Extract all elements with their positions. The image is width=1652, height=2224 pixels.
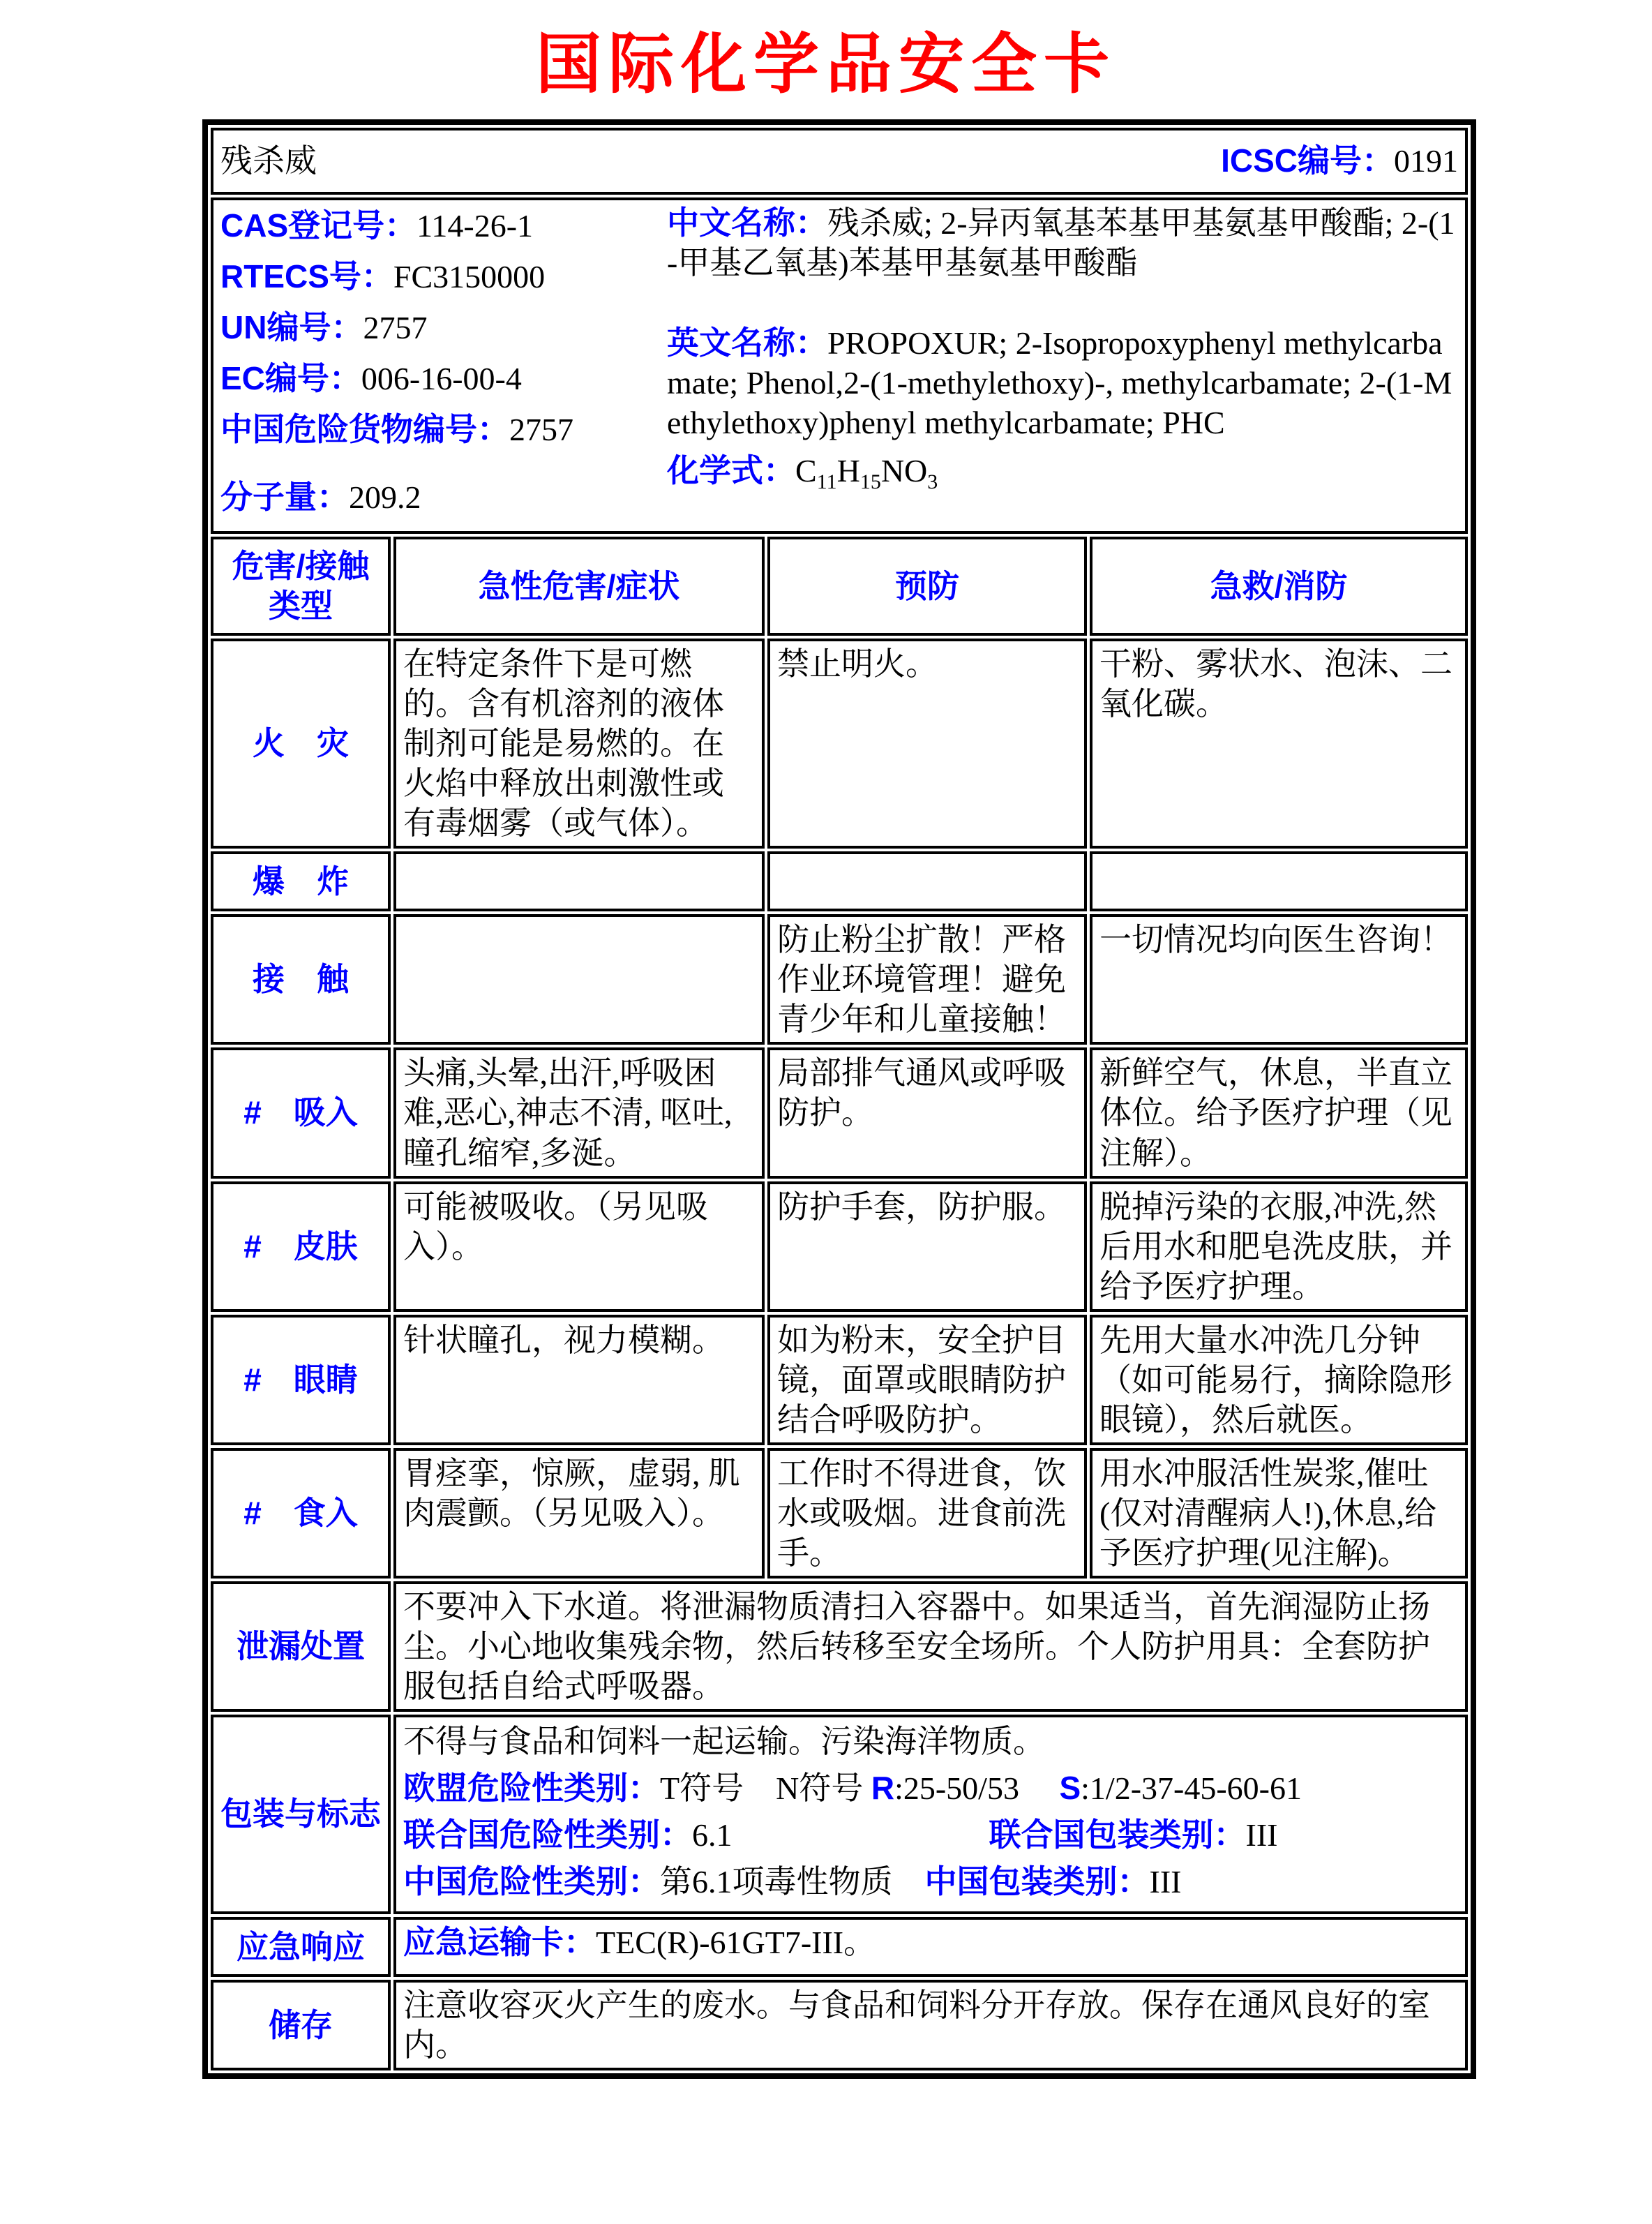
chinese-name: 中文名称：残杀威; 2-异丙氧基苯基甲基氨基甲酸酯; 2-(1-甲基乙氧基)苯基甲基氨基甲酸酯 bbox=[667, 204, 1455, 281]
table-row-storage bbox=[211, 1980, 1468, 2070]
fire-first-aid: 干粉、雾状水、泡沫、二氧化碳。 bbox=[1090, 639, 1468, 849]
row-label-skin: # 皮肤 bbox=[211, 1181, 391, 1312]
packaging-china-class: 中国危险性类别：第6.1项毒性物质 中国包装类别：III bbox=[403, 1863, 1182, 1900]
row-label-spill: 泄漏处置 bbox=[211, 1581, 391, 1712]
spill-text: 不要冲入下水道。将泄漏物质清扫入容器中。如果适当，首先润湿防止扬尘。小心地收集残余物，然后转移至安全场所。个人防护用具：全套防护服包括自给式呼吸器。 bbox=[393, 1581, 1468, 1712]
ec-number: EC编号：006-16-00-4 bbox=[220, 360, 522, 397]
row-label-ingestion: # 食入 bbox=[211, 1448, 391, 1579]
name-cell bbox=[211, 128, 1468, 195]
row-label-packaging: 包装与标志 bbox=[211, 1715, 391, 1914]
row-label-storage: 储存 bbox=[211, 1980, 391, 2070]
page-title: 国际化学品安全卡 bbox=[535, 27, 1116, 100]
un-number: UN编号：2757 bbox=[220, 309, 428, 346]
row-label-explosion: 爆 炸 bbox=[211, 851, 391, 911]
table-row-skin bbox=[211, 1181, 1468, 1312]
eyes-symptoms: 针状瞳孔，视力模糊。 bbox=[393, 1315, 765, 1445]
row-label-eyes: # 眼睛 bbox=[211, 1315, 391, 1445]
english-name: 英文名称：PROPOXUR; 2-Isopropoxyphenyl methylcarbamate; Phenol,2-(1-methylethoxy)-, methylcarbamate; 2-(1-Methylethoxy)phenyl methylcarbamate; PHC bbox=[667, 324, 1452, 441]
table-row-eyes bbox=[211, 1315, 1468, 1445]
table-row-spill bbox=[211, 1581, 1468, 1712]
row-label-emergency: 应急响应 bbox=[211, 1917, 391, 1977]
ingestion-prevention: 工作时不得进食，饮水或吸烟。进食前洗手。 bbox=[767, 1448, 1087, 1579]
icsc-number bbox=[1221, 141, 1458, 181]
table-row-packaging bbox=[211, 1715, 1468, 1914]
header-prevention: 预防 bbox=[767, 537, 1087, 636]
table-row-ingestion bbox=[211, 1448, 1468, 1579]
safety-card-table bbox=[202, 119, 1476, 2079]
identifiers-cell bbox=[211, 197, 1468, 534]
header-first-aid: 急救/消防 bbox=[1090, 537, 1468, 636]
molecular-weight: 分子量：209.2 bbox=[220, 479, 421, 516]
eyes-prevention: 如为粉末，安全护目镜，面罩或眼睛防护结合呼吸防护。 bbox=[767, 1315, 1087, 1445]
inhalation-first-aid: 新鲜空气，休息，半直立体位。给予医疗护理（见注解）。 bbox=[1090, 1047, 1468, 1178]
row-label-fire: 火 灾 bbox=[211, 639, 391, 849]
fire-symptoms: 在特定条件下是可燃的。含有机溶剂的液体制剂可能是易燃的。在火焰中释放出刺激性或有毒烟雾（或气体）。 bbox=[393, 639, 765, 849]
registry-numbers bbox=[220, 203, 667, 528]
inhalation-symptoms: 头痛,头晕,出汗,呼吸困难,恶心,神志不清, 呕吐,瞳孔缩窄,多涎。 bbox=[393, 1047, 765, 1178]
skin-prevention: 防护手套，防护服。 bbox=[767, 1181, 1087, 1312]
exposure-symptoms bbox=[393, 914, 765, 1045]
table-row-inhalation bbox=[211, 1047, 1468, 1178]
table-row-fire bbox=[211, 639, 1468, 849]
fire-prevention: 禁止明火。 bbox=[767, 639, 1087, 849]
table-row-explosion bbox=[211, 851, 1468, 911]
rtecs-number: RTECS号：FC3150000 bbox=[220, 258, 546, 295]
exposure-prevention: 防止粉尘扩散！严格作业环境管理！避免青少年和儿童接触！ bbox=[767, 914, 1087, 1045]
explosion-symptoms bbox=[393, 851, 765, 911]
explosion-first-aid bbox=[1090, 851, 1468, 911]
chemical-formula: 化学式：$C_{11}H_{15}NO_3$ bbox=[667, 452, 938, 494]
icsc-label: ICSC编号： bbox=[1221, 142, 1395, 179]
explosion-prevention bbox=[767, 851, 1087, 911]
ingestion-first-aid: 用水冲服活性炭浆,催吐(仅对清醒病人!),休息,给予医疗护理(见注解)。 bbox=[1090, 1448, 1468, 1579]
exposure-first-aid: 一切情况均向医生咨询！ bbox=[1090, 914, 1468, 1045]
storage-text: 注意收容灭火产生的废水。与食品和饲料分开存放。保存在通风良好的室内。 bbox=[393, 1980, 1468, 2070]
skin-symptoms: 可能被吸收。（另见吸入）。 bbox=[393, 1181, 765, 1312]
inhalation-prevention: 局部排气通风或呼吸防护。 bbox=[767, 1047, 1087, 1178]
row-label-inhalation: # 吸入 bbox=[211, 1047, 391, 1178]
packaging-eu-class: 欧盟危险性类别：T符号 N符号 R:25-50/53 S:1/2-37-45-60-61 bbox=[403, 1769, 1302, 1806]
packaging-transport-note: 不得与食品和饲料一起运输。污染海洋物质。 bbox=[403, 1723, 1045, 1759]
china-dg-number: 中国危险货物编号：2757 bbox=[220, 411, 573, 448]
chemical-name: 残杀威 bbox=[220, 143, 317, 179]
packaging-content bbox=[393, 1715, 1468, 1914]
header-acute-hazards: 急性危害/症状 bbox=[393, 537, 765, 636]
table-row-emergency bbox=[211, 1917, 1468, 1977]
table-row-exposure bbox=[211, 914, 1468, 1045]
name-row bbox=[211, 128, 1468, 195]
cas-number: CAS登记号：114-26-1 bbox=[220, 207, 534, 244]
hazard-header-row bbox=[211, 537, 1468, 636]
identifiers-row bbox=[211, 197, 1468, 534]
ingestion-symptoms: 胃痉挛，惊厥，虚弱, 肌肉震颤。（另见吸入）。 bbox=[393, 1448, 765, 1579]
chemical-names bbox=[667, 203, 1458, 528]
header-hazard-type: 危害/接触 类型 bbox=[211, 537, 391, 636]
emergency-transport-card: 应急运输卡：TEC(R)-61GT7-III。 bbox=[393, 1917, 1468, 1977]
skin-first-aid: 脱掉污染的衣服,冲洗,然后用水和肥皂洗皮肤，并给予医疗护理。 bbox=[1090, 1181, 1468, 1312]
row-label-exposure: 接 触 bbox=[211, 914, 391, 1045]
eyes-first-aid: 先用大量水冲洗几分钟（如可能易行，摘除隐形眼镜），然后就医。 bbox=[1090, 1315, 1468, 1445]
packaging-un-class: 联合国危险性类别：6.1 联合国包装类别：III bbox=[403, 1816, 1278, 1853]
icsc-value: 0191 bbox=[1394, 143, 1459, 179]
